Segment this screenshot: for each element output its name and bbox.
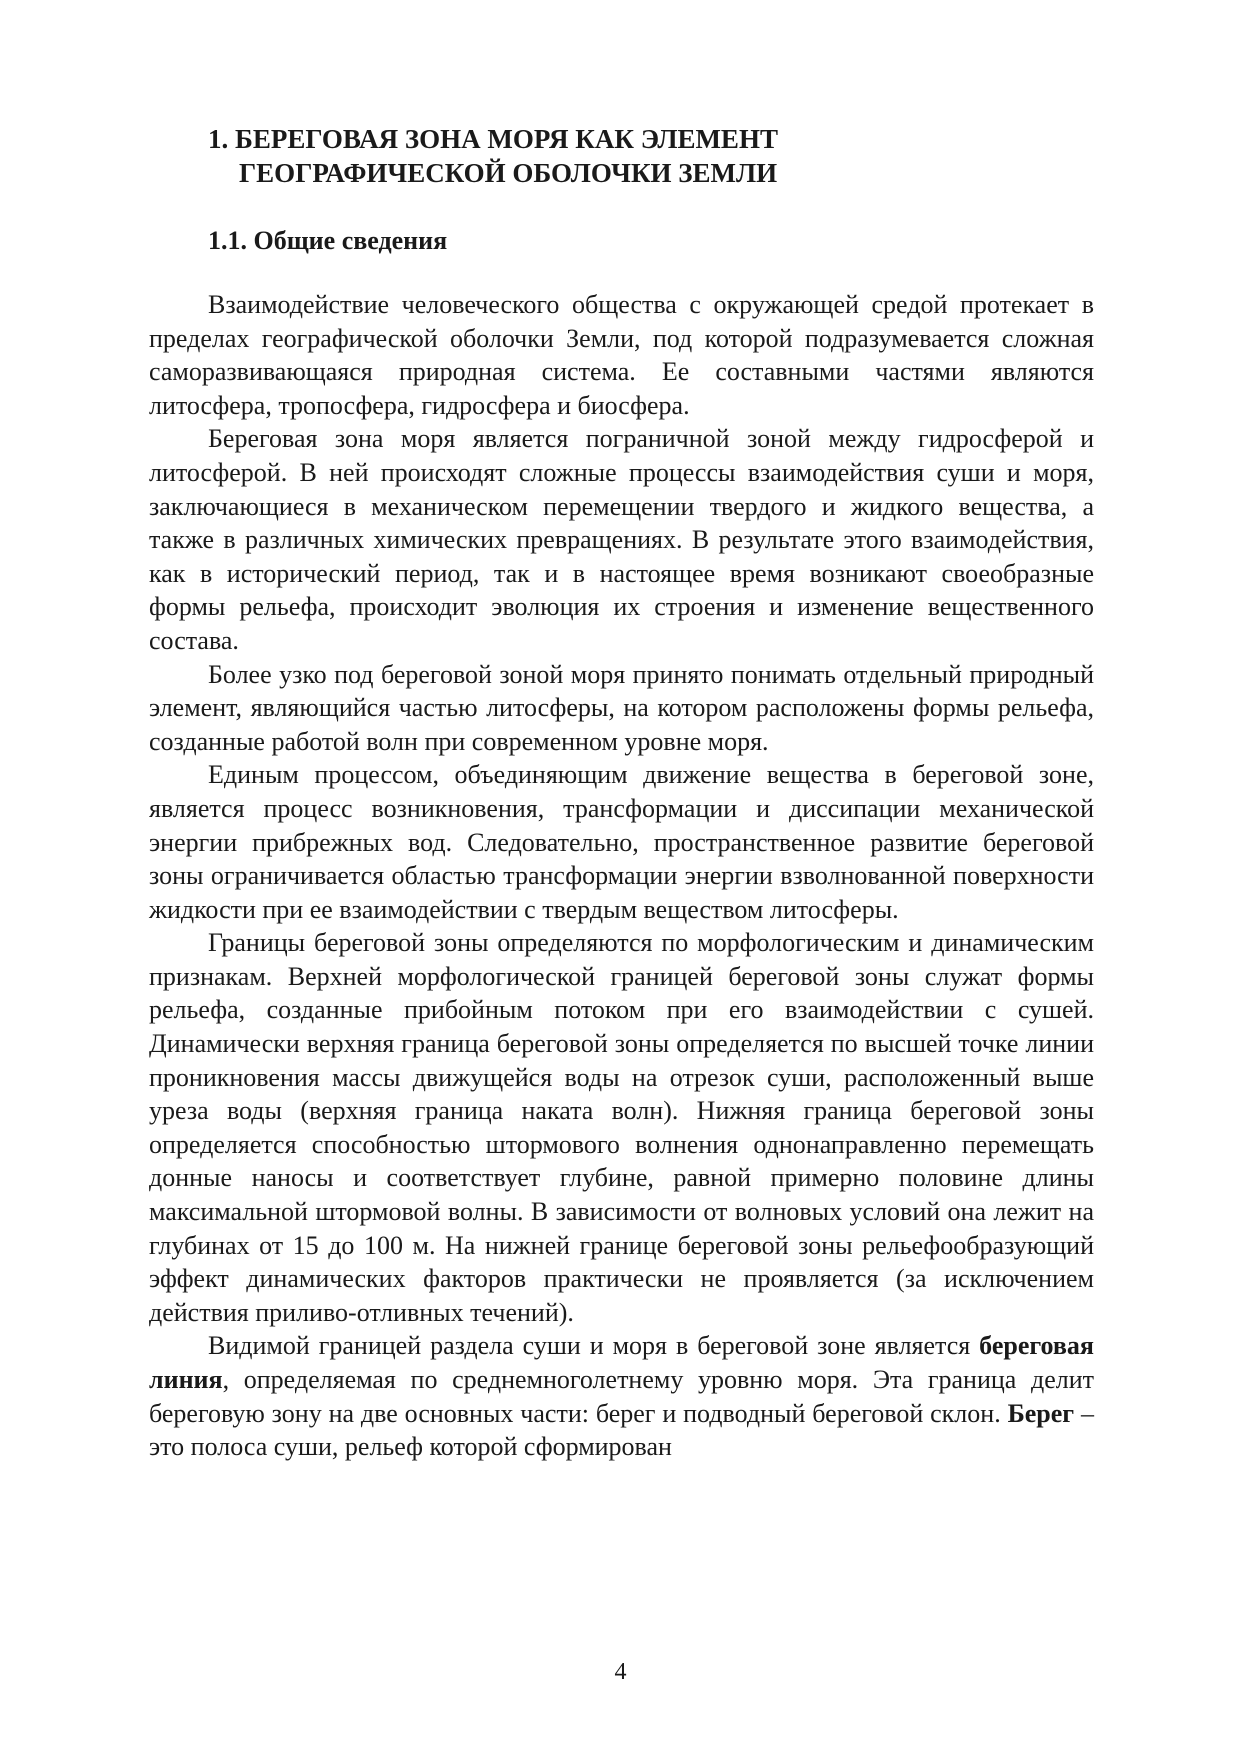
page-number: 4 (614, 1659, 627, 1685)
paragraph-1: Взаимодействие человеческого общества с окружающей средой протекает в пределах географической оболочки Земли, под которой подразумевается сложная саморазвивающаяся природная система. Ее составными частями являются литосфера, тропосфера, гидросфера и биосфера. (149, 290, 1094, 420)
chapter-title-line-1: 1. БЕРЕГОВАЯ ЗОНА МОРЯ КАК ЭЛЕМЕНТ (208, 124, 778, 154)
body-text (149, 288, 1094, 1464)
paragraph-6-text-2: , определяемая по среднемноголетнему уровню моря. Эта граница делит береговую зону на две основных части: берег и подводный береговой склон. (149, 1365, 1094, 1428)
chapter-title (208, 122, 1108, 190)
paragraph-6-text-1: Видимой границей раздела суши и моря в береговой зоне является (208, 1331, 971, 1361)
paragraph-6-text-3: – это полоса суши, рельеф которой сформирован (149, 1398, 1094, 1462)
term-coastline: береговая линия (149, 1331, 1094, 1394)
paragraph-6 (149, 1329, 1094, 1463)
paragraph-3: Более узко под береговой зоной моря принято понимать отдельный природный элемент, являющийся частью литосферы, на котором расположены формы рельефа, созданные работой волн при современном уровне моря. (149, 659, 1094, 756)
term-shore: Берег (1007, 1398, 1075, 1428)
paragraph-5: Границы береговой зоны определяются по морфологическим и динамическим признакам. Верхней морфологической границей береговой зоны служат формы рельефа, созданные прибойным потоком при его взаимодействии с сушей. Динамически верхняя граница береговой зоны определяется по высшей точке линии проникновения массы движущейся воды на отрезок суши, расположенный выше уреза воды (верхняя граница наката волн). Нижняя граница береговой зоны определяется способностью штормового волнения однонаправленно перемещать донные наносы и соответствует глубине, равной примерно половине длины максимальной штормовой волны. В зависимости от волновых условий она лежит на глубинах от 15 до 100 м. На нижней границе береговой зоны рельефообразующий эффект динамических факторов практически не проявляется (за исключением действия приливо-отливных течений). (149, 928, 1094, 1327)
chapter-title-line-2: ГЕОГРАФИЧЕСКОЙ ОБОЛОЧКИ ЗЕМЛИ (239, 158, 778, 188)
paragraph-4: Единым процессом, объединяющим движение вещества в береговой зоне, является процесс возникновения, трансформации и диссипации механической энергии прибрежных вод. Следовательно, пространственное развитие береговой зоны ограничивается областью трансформации энергии взволнованной поверхности жидкости при ее взаимодействии с твердым веществом литосферы. (149, 760, 1094, 924)
section-title: 1.1. Общие сведения (208, 226, 448, 255)
paragraph-2: Береговая зона моря является пограничной зоной между гидросферой и литосферой. В ней происходят сложные процессы взаимодействия суши и моря, заключающиеся в механическом перемещении твердого и жидкого вещества, а также в различных химических превращениях. В результате этого взаимодействия, как в исторический период, так и в настоящее время возникают своеобразные формы рельефа, происходит эволюция их строения и изменение вещественного состава. (149, 424, 1094, 655)
